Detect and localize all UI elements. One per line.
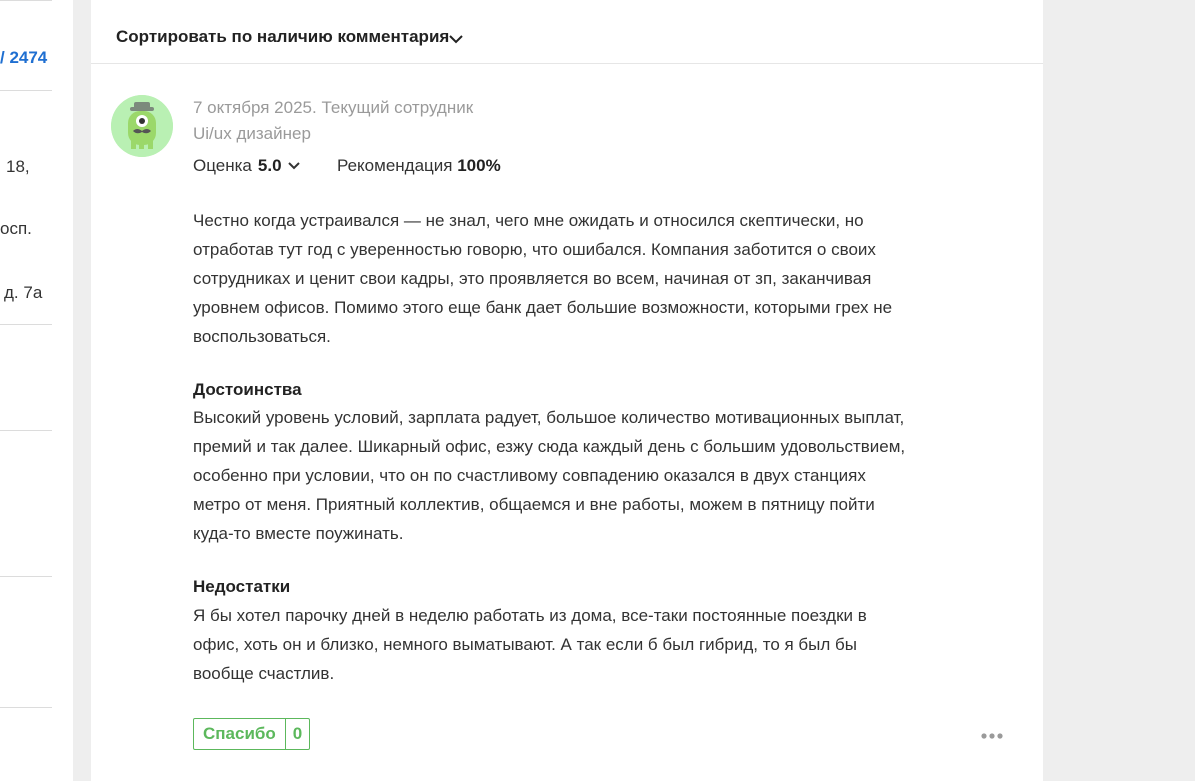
- pros-title: Достоинства: [193, 380, 302, 399]
- divider: [0, 324, 52, 325]
- divider: [0, 576, 52, 577]
- chevron-down-icon[interactable]: [286, 158, 302, 174]
- address-fragment: 18,: [6, 157, 30, 176]
- left-column: [0, 0, 73, 781]
- recommendation: [337, 156, 501, 176]
- more-horizontal-icon[interactable]: [980, 728, 1004, 744]
- recommend-label: Рекомендация: [337, 156, 453, 175]
- address-fragment: осп.: [0, 219, 32, 238]
- thanks-label[interactable]: Спасибо: [194, 719, 286, 749]
- divider: [0, 0, 52, 1]
- sort-dropdown-label[interactable]: Сортировать по наличию комментария: [116, 27, 450, 46]
- cons-text: Я бы хотел парочку дней в неделю работать из дома, все-таки постоянные поездки в офис, хоть он и близко, немного выматывают. А так если б был гибрид, то я был бы вообще счастлив.: [193, 606, 867, 683]
- rating-value: 5.0: [257, 156, 282, 175]
- divider: [0, 707, 52, 708]
- review-position: Ui/ux дизайнер: [193, 124, 311, 143]
- cons-title: Недостатки: [193, 577, 291, 596]
- thanks-button[interactable]: [193, 718, 310, 750]
- review-date-status: 7 октября 2025. Текущий сотрудник: [193, 98, 474, 117]
- pros-text: Высокий уровень условий, зарплата радует, большое количество мотивационных выплат, премий и так далее. Шикарный офис, езжу сюда каждый день с большим удовольствием, особенно при условии, что он по счастливому совпадению оказался в двух станциях метро от меня. Приятный коллектив, общаемся и вне работы, можем в пятницу пойти куда-то вместе поужинать.: [193, 408, 906, 543]
- thanks-count: 0: [292, 724, 303, 743]
- address-fragment: д. 7а: [4, 283, 43, 302]
- sort-bar[interactable]: [91, 0, 1043, 64]
- reviews-count-link[interactable]: / 2474: [0, 48, 48, 67]
- review-body: Честно когда устраивался — не знал, чего мне ожидать и относился скептически, но отработав тут год с уверенностью говорю, что ошибался. Компания заботится о своих сотрудниках и ценит свои кадры, это проявляется во всем, начиная от зп, заканчивая уровнем офисов. Помимо этого еще банк дает большие возможности, которыми грех не воспользоваться.: [193, 211, 893, 346]
- divider: [0, 90, 52, 91]
- recommend-value: 100%: [457, 156, 501, 175]
- rating-dropdown[interactable]: [193, 156, 302, 176]
- monster-avatar-icon: [111, 95, 173, 157]
- rating-label: Оценка: [193, 156, 252, 175]
- divider: [0, 430, 52, 431]
- review-card: [91, 0, 1043, 781]
- chevron-down-icon[interactable]: [447, 30, 465, 48]
